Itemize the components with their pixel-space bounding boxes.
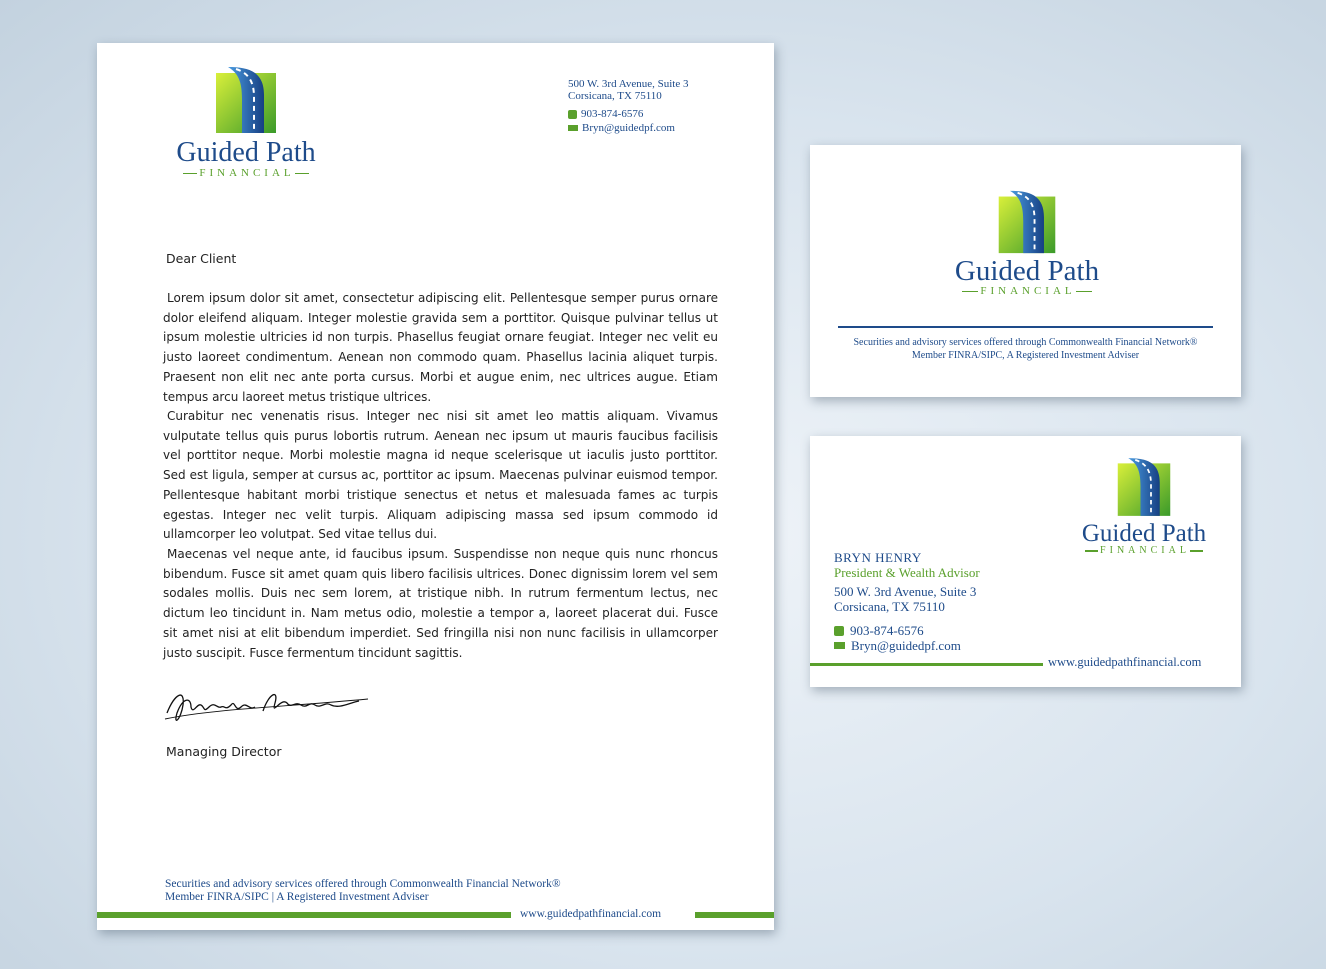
brand-subtitle	[163, 168, 329, 179]
letter-paragraph-3: Maecenas vel neque ante, id faucibus ipsum. Suspendisse non neque quis nunc rhoncus bibendum. Fusce sit amet quam quis libero facilisis ultrices. Donec dignissim lorem vel sem sodales mollis. Duis nec sem lorem, at tristique nibh. In rutrum fermentum lectus, nec dictum leo tincidunt in. Nam metus odio, molestie a tempor a, laoreet placerat dui. Fusce sit amet nisi at elit bibendum imperdiet. Sed fringilla nisi non nunc facilisis in ullamcorper justo suscipit. Fusce fermentum tincidunt sagittis.	[163, 547, 718, 660]
email-row	[568, 122, 688, 134]
envelope-icon	[568, 125, 578, 131]
signature	[163, 683, 373, 731]
letter-paragraph-2: Curabitur nec venenatis risus. Integer nec nisi sit amet leo mattis aliquam. Vivamus vulputate tellus quis purus lobortis rutrum. Aenean nec ipsum ut mauris faucibus facilisis vel porttitor neque. Morbi molestie magna id neque scelerisque ut iaculis justo porttitor. Sed est ligula, semper at cursus ac, porttitor ac ipsum. Maecenas pulvinar euismod tempor. Pellentesque habitant morbi tristique senectus et netus et malesuada fames ac turpis egestas. Integer nec velit turpis. Aliquam adipiscing massa sed ipsum commodo id ullamcorper leo volutpat. Sed vitae tellus dui.	[163, 409, 718, 542]
brand-subtitle	[1070, 546, 1218, 556]
footer-website[interactable]: www.guidedpathfinancial.com	[520, 908, 662, 920]
phone-row	[568, 108, 688, 120]
brand-name: Guided Path	[954, 255, 1100, 287]
signer-title: Managing Director	[166, 744, 282, 759]
card-front-logo	[925, 189, 1129, 297]
business-card-back	[810, 436, 1241, 687]
brand-subtitle-text: FINANCIAL	[980, 285, 1076, 297]
footer-rule-left	[97, 912, 511, 918]
footer-line2: Member FINRA/SIPC | A Registered Investment Adviser	[165, 891, 429, 903]
business-card-front	[810, 145, 1241, 397]
person-title: President & Wealth Advisor	[834, 565, 980, 580]
card-email-row	[834, 638, 980, 653]
card-address-line2: Corsicana, TX 75110	[834, 599, 945, 614]
brand-subtitle-text: FINANCIAL	[1100, 545, 1190, 556]
brand-name: Guided Path	[1081, 520, 1207, 547]
brand-name: Guided Path	[176, 137, 316, 168]
footer-line1: Securities and advisory services offered through Commonwealth Financial Network®	[165, 878, 561, 890]
address-line2: Corsicana, TX 75110	[568, 90, 662, 102]
card-phone-text: 903-874-6576	[850, 623, 924, 638]
salutation: Dear Client	[166, 251, 237, 266]
footer-rule-right	[695, 912, 774, 918]
road-logo-icon	[1116, 456, 1172, 518]
email-text: Bryn@guidedpf.com	[582, 122, 675, 134]
card-back-website[interactable]: www.guidedpathfinancial.com	[1048, 655, 1202, 669]
phone-text: 903-874-6576	[581, 108, 644, 120]
card-back-rule	[810, 663, 1043, 666]
brand-subtitle-text: FINANCIAL	[199, 167, 295, 179]
phone-icon	[834, 626, 844, 636]
card-front-rule	[838, 326, 1213, 328]
phone-icon	[568, 110, 577, 119]
road-logo-icon	[214, 65, 278, 135]
card-phone-row	[834, 623, 980, 638]
disclosure-line2: Member FINRA/SIPC, A Registered Investment Adviser	[911, 350, 1140, 361]
envelope-icon	[834, 642, 845, 649]
address-line1: 500 W. 3rd Avenue, Suite 3	[568, 78, 689, 90]
signature-graphic	[163, 683, 373, 731]
person-name: BRYN HENRY	[834, 550, 922, 565]
card-address-line1: 500 W. 3rd Avenue, Suite 3	[834, 584, 977, 599]
letter-paragraph-1: Lorem ipsum dolor sit amet, consectetur adipiscing elit. Pellentesque semper purus ornare dolor eleifend aliquam. Integer molestie gravida sem a porttitor. Quisque pulvinar tellus ut ipsum molestie ultricies id non turpis. Phasellus feugiat ornare feugiat. Integer nec velit eu justo laoreet condimentum. Aenean non commodo quam. Phasellus lacinia aliquet turpis. Praesent non elit nec ante porta cursus. Morbi et augue enim, nec ultrices augue. Etiam tempus arcu laoreet metus tristique ultrices.	[163, 291, 718, 404]
card-email-text: Bryn@guidedpf.com	[851, 638, 961, 653]
letterhead-sheet	[97, 43, 774, 930]
road-logo-icon	[996, 189, 1058, 255]
contact-block	[834, 550, 980, 653]
card-front-disclosure	[810, 336, 1241, 362]
letterhead-footer-disclosure	[165, 878, 561, 904]
letterhead-logo	[163, 65, 329, 179]
brand-subtitle	[925, 286, 1129, 297]
disclosure-line1: Securities and advisory services offered through Commonwealth Financial Network®	[853, 337, 1198, 348]
letterhead-address-block	[568, 78, 688, 134]
card-back-logo	[1070, 456, 1218, 556]
